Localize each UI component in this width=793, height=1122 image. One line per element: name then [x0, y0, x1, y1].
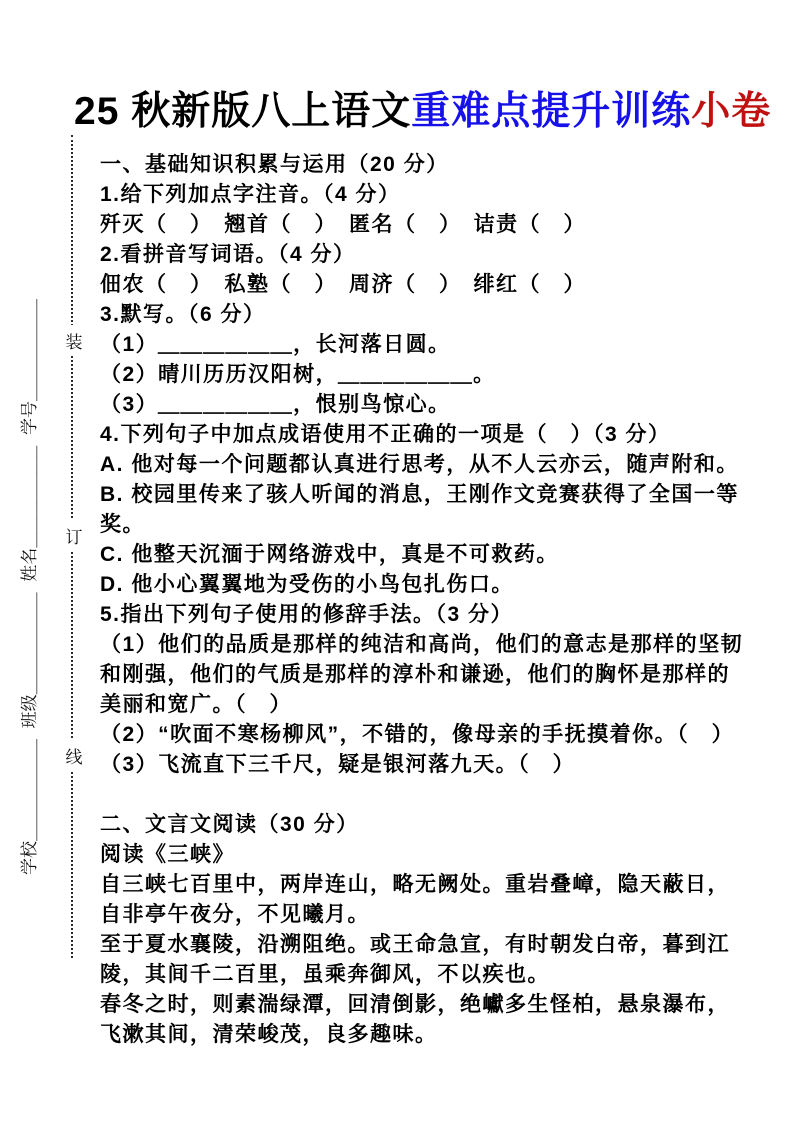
student-field	[15, 446, 40, 582]
exam-body	[100, 150, 760, 1050]
student-field	[15, 592, 40, 728]
student-field-blank: ＿＿＿＿＿＿	[20, 592, 39, 695]
text-line: 1.给下列加点字注音。（4 分）	[100, 183, 401, 206]
page-title	[74, 80, 771, 136]
text-line: 至于夏水襄陵，沿溯阻绝。或王命急宣，有时朝发白帝，暮到江	[100, 933, 730, 956]
text-line: C. 他整天沉湎于网络游戏中，真是不可救药。	[100, 543, 559, 566]
text-line: （1）＿＿＿＿＿＿，长河落日圆。	[100, 333, 451, 356]
text-line: 奖。	[100, 513, 145, 536]
student-info-fields	[6, 299, 40, 875]
text-line: 3.默写。（6 分）	[100, 303, 266, 326]
text-line: 春冬之时，则素湍绿潭，回清倒影，绝巘多生怪柏，悬泉瀑布，	[100, 993, 730, 1016]
text-line: 陵，其间千二百里，虽乘奔御风，不以疾也。	[100, 963, 550, 986]
title-part-red: 小卷	[691, 90, 772, 133]
text-line: 一、基础知识积累与运用（20 分）	[100, 153, 449, 176]
text-line: 阅读《三峡》	[100, 843, 235, 866]
text-line: 飞漱其间，清荣峻茂，良多趣味。	[100, 1023, 438, 1046]
title-part-black: 25 秋新版八上语文	[74, 90, 412, 133]
student-field-label: 姓名	[20, 547, 39, 582]
student-field-blank: ＿＿＿＿＿＿	[20, 445, 39, 548]
text-line: （3）＿＿＿＿＿＿，恨别鸟惊心。	[100, 393, 451, 416]
text-line: A. 他对每一个问题都认真进行思考，从不人云亦云，随声附和。	[100, 453, 739, 476]
student-field-blank: ＿＿＿＿＿＿	[20, 299, 39, 402]
text-line: 5.指出下列句子使用的修辞手法。（3 分）	[100, 603, 514, 626]
text-line: （3）飞流直下三千尺，疑是银河落九天。（ ）	[100, 753, 576, 776]
text-line: 歼灭（ ） 翘首（ ） 匿名（ ） 诘责（ ）	[100, 213, 586, 236]
student-field-label: 学号	[20, 401, 39, 436]
binding-char: 线	[63, 740, 85, 771]
student-field-label: 学校	[20, 841, 39, 875]
student-field	[15, 739, 40, 875]
text-line: （2）“吹面不寒杨柳风”，不错的，像母亲的手抚摸着你。（ ）	[100, 723, 735, 746]
text-line: 2.看拼音写词语。（4 分）	[100, 243, 356, 266]
text-line: 4.下列句子中加点成语使用不正确的一项是（ ）（3 分）	[100, 423, 671, 446]
text-line: 佃农（ ） 私塾（ ） 周济（ ） 绯红（ ）	[100, 273, 586, 296]
text-line	[100, 780, 760, 810]
student-field-label: 班级	[20, 694, 39, 729]
text-line: （2）晴川历历汉阳树，＿＿＿＿＿＿。	[100, 363, 496, 386]
binding-char: 装	[63, 325, 85, 356]
title-part-blue: 重难点提升训练	[411, 90, 692, 133]
text-line: B. 校园里传来了骇人听闻的消息，王刚作文竞赛获得了全国一等	[100, 483, 739, 506]
binding-char: 订	[63, 520, 85, 551]
text-line: 二、文言文阅读（30 分）	[100, 813, 359, 836]
student-field-blank: ＿＿＿＿＿＿	[20, 739, 39, 841]
text-line: 美丽和宽广。（ ）	[100, 693, 292, 716]
student-field	[15, 299, 40, 435]
text-line: （1）他们的品质是那样的纯洁和高尚，他们的意志是那样的坚韧	[100, 633, 744, 656]
text-line: D. 他小心翼翼地为受伤的小鸟包扎伤口。	[100, 573, 514, 596]
binding-dotted-line	[65, 135, 83, 958]
text-line: 自非亭午夜分，不见曦月。	[100, 903, 370, 926]
text-line: 自三峡七百里中，两岸连山，略无阙处。重岩叠嶂，隐天蔽日，	[100, 873, 730, 896]
text-line: 和刚强，他们的气质是那样的淳朴和谦逊，他们的胸怀是那样的	[100, 663, 730, 686]
